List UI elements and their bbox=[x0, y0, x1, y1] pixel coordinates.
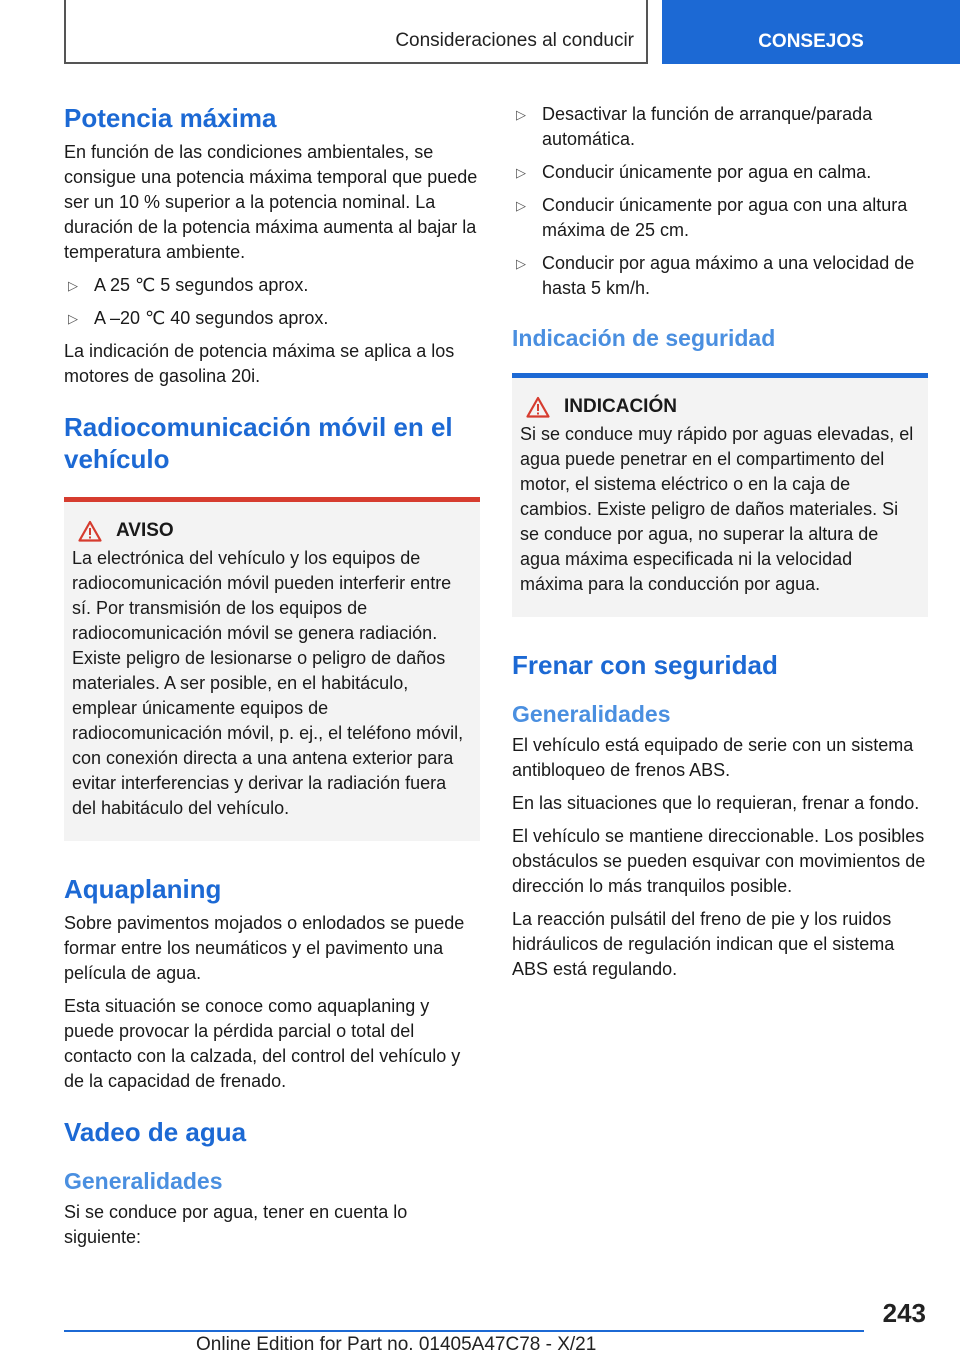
heading-indicacion-seguridad: Indicación de seguridad bbox=[512, 325, 776, 351]
left-column bbox=[64, 102, 480, 1258]
footer-divider bbox=[64, 1330, 864, 1332]
heading-aquaplaning: Aquaplaning bbox=[64, 874, 222, 904]
list-item: ▷ Desactivar la función de arranque/parada automática. bbox=[516, 104, 873, 149]
warning-label: AVISO bbox=[116, 520, 174, 541]
paragraph: Si se conduce por agua, tener en cuenta lo siguiente: bbox=[64, 1202, 408, 1247]
triangle-right-icon: ▷ bbox=[516, 107, 526, 122]
paragraph: En las situaciones que lo requieran, frenar a fondo. bbox=[512, 793, 920, 813]
notice-label: INDICACIÓN bbox=[564, 396, 677, 417]
heading-vadeo: Vadeo de agua bbox=[64, 1117, 247, 1147]
header-section-title: Consideraciones al conducir bbox=[395, 30, 634, 51]
list-item: ▷ Conducir únicamente por agua con una altura máxima de 25 cm. bbox=[516, 195, 908, 240]
triangle-right-icon: ▷ bbox=[516, 165, 526, 180]
notice-text: Si se conduce muy rápido por aguas elevadas, el agua puede penetrar en el compartimento del motor, el sistema eléctrico o en la caja de cambios. Existe peligro de daños materiales. Si se conduce por agua, no superar la altura de agua máxima especificada ni la velocidad máxima para la conducción por agua. bbox=[520, 424, 914, 594]
footer-edition: Online Edition for Part no. 01405A47C78 - X/21 bbox=[196, 1334, 597, 1355]
header-box bbox=[64, 0, 648, 64]
paragraph: Sobre pavimentos mojados o enlodados se puede formar entre los neumáticos y el pavimento una película de agua. bbox=[64, 913, 465, 983]
paragraph: En función de las condiciones ambientales, se consigue una potencia máxima temporal que puede ser un 10 % superior a la potencia nominal. La duración de la potencia máxima aumenta al bajar la temperatura ambiente. bbox=[64, 142, 478, 262]
warning-box bbox=[64, 497, 480, 841]
notice-header bbox=[520, 396, 920, 418]
chapter-tab[interactable]: CONSEJOS bbox=[662, 0, 960, 64]
list-item: ▷ A 25 ℃ 5 segundos aprox. bbox=[64, 273, 480, 298]
right-column bbox=[512, 102, 928, 990]
paragraph: La reacción pulsátil del freno de pie y los ruidos hidráulicos de regulación indican que el sistema ABS está regulando. bbox=[512, 909, 895, 979]
paragraph: El vehículo está equipado de serie con un sistema antibloqueo de frenos ABS. bbox=[512, 735, 914, 780]
warning-triangle-icon bbox=[78, 520, 102, 542]
list-item: ▷ A –20 ℃ 40 segundos aprox. bbox=[64, 306, 480, 331]
heading-potencia: Potencia máxima bbox=[64, 103, 277, 133]
subheading-generalidades: Generalidades bbox=[64, 1168, 223, 1194]
subheading-generalidades: Generalidades bbox=[512, 701, 671, 727]
list-item: ▷ Conducir por agua máximo a una velocidad de hasta 5 km/h. bbox=[516, 253, 915, 298]
warning-text: La electrónica del vehículo y los equipos de radiocomunicación móvil pueden interferir entre sí. Por transmisión de los equipos de radiocomunicación móvil se genera radiación. Existe peligro de lesionarse o peligro de daños materiales. A ser posible, en el habitáculo, emplear únicamente equipos de radiocomunicación móvil, p. ej., el teléfono móvil, con conexión directa a una antena exterior para evitar interferencias y derivar la radiación fuera del habitáculo del vehículo. bbox=[72, 548, 464, 818]
list-item: ▷ Conducir únicamente por agua en calma. bbox=[512, 160, 928, 185]
triangle-right-icon: ▷ bbox=[516, 198, 526, 213]
notice-box bbox=[512, 373, 928, 617]
warning-header bbox=[72, 520, 472, 542]
triangle-right-icon: ▷ bbox=[516, 256, 526, 271]
warning-triangle-icon bbox=[526, 396, 550, 418]
heading-radio: Radiocomunicación móvil en el vehículo bbox=[64, 412, 453, 474]
triangle-right-icon: ▷ bbox=[68, 311, 78, 326]
triangle-right-icon: ▷ bbox=[68, 278, 78, 293]
paragraph: El vehículo se mantiene direccionable. Los posibles obstáculos se pueden esquivar con movimientos de dirección lo más tranquilos posible. bbox=[512, 826, 926, 896]
heading-frenar: Frenar con seguridad bbox=[512, 650, 778, 680]
bullet-list bbox=[64, 273, 480, 331]
paragraph: Esta situación se conoce como aquaplaning y puede provocar la pérdida parcial o total del contacto con la calzada, del control del vehículo y de la capacidad de frenado. bbox=[64, 996, 461, 1091]
paragraph: La indicación de potencia máxima se aplica a los motores de gasolina 20i. bbox=[64, 341, 455, 386]
bullet-list bbox=[512, 102, 928, 301]
page-number: 243 bbox=[882, 1298, 926, 1328]
